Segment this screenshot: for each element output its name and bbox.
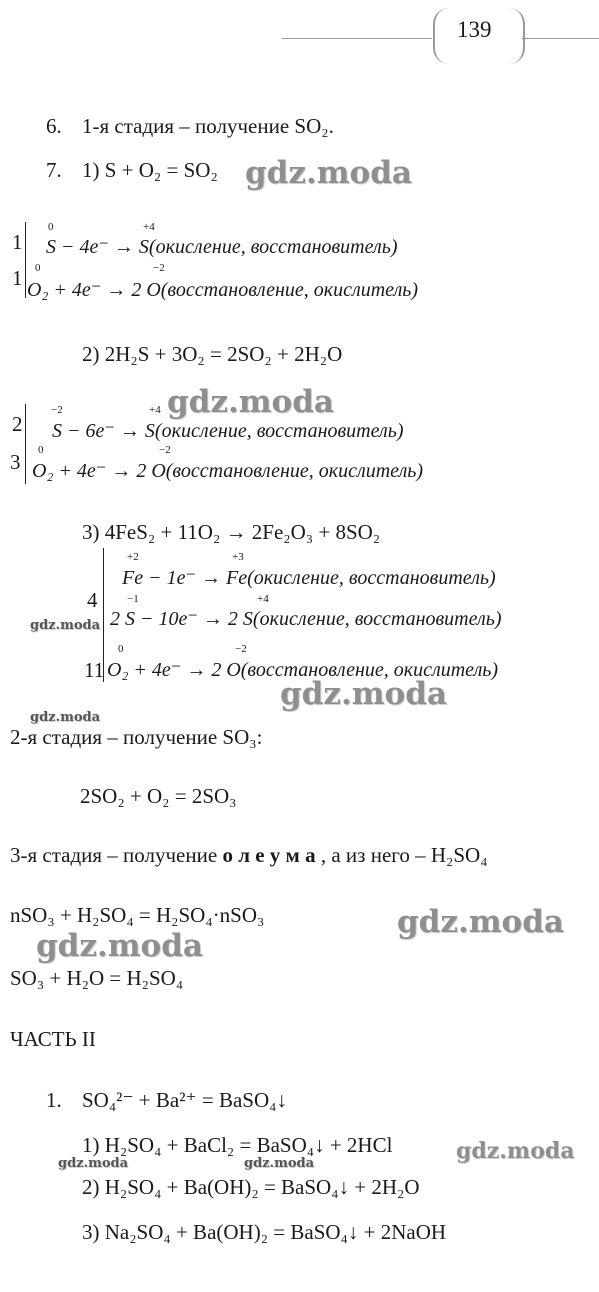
oleum-equation-1: nSO₃ + H₂SO₄ = H₂SO₄·nSO₃ (10, 903, 265, 927)
task7-equation-1: 1) S + O₂ = SO₂ (82, 158, 218, 182)
balance-2-ox-3: 0 (38, 444, 44, 456)
balance-3-ox-5: 0 (118, 643, 124, 655)
watermark: gdz.moda (58, 1156, 129, 1171)
balance-3-ox-1: +2 (127, 551, 139, 563)
page-number: 139 (457, 17, 492, 42)
header-rule-right (522, 38, 599, 39)
balance-3-ox-3: −1 (127, 593, 139, 605)
balance-3-line-1: Fe − 1e⁻ → Fe(окисление, восстановитель) (122, 567, 496, 589)
stage3-suffix: , а из него – H₂SO₄ (315, 843, 488, 867)
part2-equation-3: 3) Na₂SO₄ + Ba(OH)₂ = BaSO₄↓ + 2NaOH (82, 1220, 447, 1244)
task6-number: 6. (46, 114, 62, 138)
balance-3-ox-6: −2 (235, 643, 247, 655)
balance-2-divider (25, 404, 26, 484)
balance-1-coef-1: 1 (12, 230, 23, 254)
stage2-equation: 2SO₂ + O₂ = 2SO₃ (80, 784, 237, 808)
part2-equation-1: 1) H₂SO₄ + BaCl₂ = BaSO₄↓ + 2HCl (82, 1133, 393, 1157)
part2-heading: ЧАСТЬ II (10, 1027, 96, 1051)
balance-3-ox-2: +3 (232, 551, 244, 563)
stage3-oleum: о л е у м а (222, 843, 316, 867)
balance-1-line-1: S − 4e⁻ → S(окисление, восстановитель) (46, 236, 398, 258)
balance-1-ox-3: 0 (35, 262, 41, 274)
balance-3-line-2: 2 S − 10e⁻ → 2 S(окисление, восстановитель) (110, 608, 502, 630)
watermark: gdz.moda (245, 155, 412, 191)
stage2-heading: 2-я стадия – получение SO₃: (10, 725, 263, 749)
balance-2-ox-4: −2 (159, 444, 171, 456)
watermark: gdz.moda (30, 710, 101, 725)
part2-task1-number: 1. (46, 1088, 62, 1112)
balance-1-coef-2: 1 (12, 266, 23, 290)
watermark: gdz.moda (397, 904, 564, 940)
oleum-equation-2: SO₃ + H₂O = H₂SO₄ (10, 966, 184, 990)
task7-number: 7. (46, 158, 62, 182)
watermark: gdz.moda (244, 1156, 315, 1171)
balance-1-divider (25, 222, 26, 298)
balance-2-line-1: S − 6e⁻ → S(окисление, восстановитель) (52, 420, 404, 442)
watermark: gdz.moda (167, 384, 334, 420)
stage3-prefix: 3-я стадия – получение (10, 843, 223, 867)
balance-1-ox-1: 0 (48, 221, 54, 233)
balance-1-ox-4: −2 (153, 262, 165, 274)
balance-2-coef-2: 3 (10, 450, 21, 474)
balance-1-ox-2: +4 (143, 221, 155, 233)
watermark: gdz.moda (30, 618, 101, 633)
balance-2-coef-1: 2 (12, 412, 23, 436)
stage3-heading (10, 843, 488, 868)
balance-2-ox-2: +4 (149, 404, 161, 416)
balance-1-line-2: O₂ + 4e⁻ → 2 O(восстановление, окислитель) (27, 279, 419, 301)
watermark: gdz.moda (36, 928, 203, 964)
watermark: gdz.moda (280, 676, 447, 712)
balance-2-line-2: O₂ + 4e⁻ → 2 O(восстановление, окислитель) (32, 460, 424, 482)
part2-equation-2: 2) H₂SO₄ + Ba(OH)₂ = BaSO₄↓ + 2H₂O (82, 1175, 420, 1199)
task7-equation-3: 3) 4FeS₂ + 11O₂ → 2Fe₂O₃ + 8SO₂ (82, 520, 381, 544)
header-rule-left (282, 38, 432, 39)
balance-3-line-3: O₂ + 4e⁻ → 2 O(восстановление, окислитель) (107, 659, 499, 681)
part2-task1-ionic: SO₄²⁻ + Ba²⁺ = BaSO₄↓ (82, 1088, 287, 1112)
watermark: gdz.moda (456, 1138, 575, 1164)
balance-3-ox-4: +4 (257, 593, 269, 605)
task7-equation-2: 2) 2H₂S + 3O₂ = 2SO₂ + 2H₂O (82, 342, 343, 366)
balance-2-ox-1: −2 (51, 404, 63, 416)
balance-3-coef-2: 11 (84, 658, 105, 682)
balance-3-coef-1: 4 (87, 588, 98, 612)
task6-text: 1-я стадия – получение SO₂. (82, 114, 334, 138)
